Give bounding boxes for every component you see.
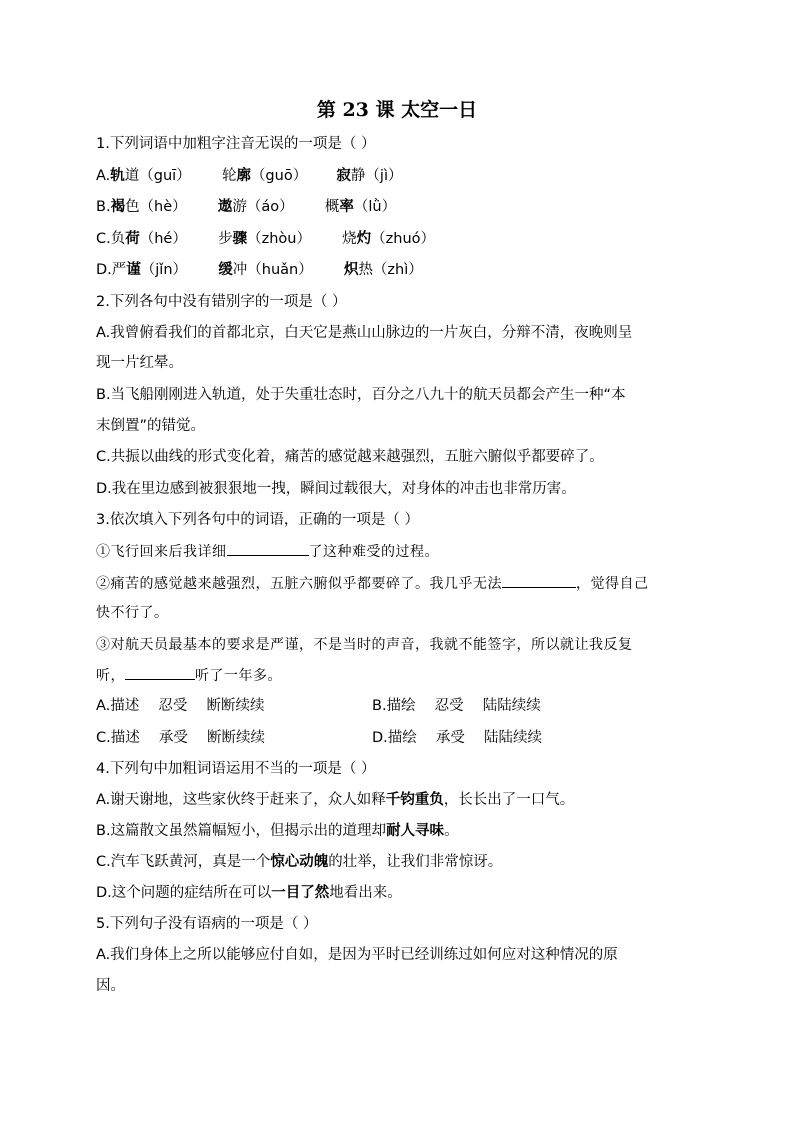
q1-b-w2-bold: 遨 (217, 199, 233, 215)
q3-option-b: B.描绘 忍受 陆陆续续 (372, 698, 541, 714)
q2-stem: 2.下列各句中没有错别字的一项是（ ） (96, 294, 347, 310)
q4-a-pre: A.谢天谢地，这些家伙终于赶来了，众人如释 (96, 792, 386, 808)
q4-option-d (96, 883, 402, 903)
q1-c-w1-pre: 负 (110, 231, 126, 247)
q1-a-w3-bold: 寂 (336, 168, 351, 184)
q1-d-w3-bold: 炽 (343, 262, 359, 278)
q3-s1-post: 了这种难受的过程。 (308, 544, 439, 560)
q1-c-w1-bold: 荷 (125, 231, 140, 247)
q2-option-a-line1: A.我曾俯看我们的首都北京，白天它是燕山山脉边的一片灰白，分辩不清，夜晚则呈 (96, 325, 633, 341)
q3-s1-blank (227, 541, 309, 556)
q1-a-w2-pre: 轮 (221, 168, 237, 184)
q1-a-w3-rest: 静（jì） (350, 168, 403, 184)
q1-a-w1-rest: 道（guī） (124, 168, 191, 184)
q4-c-bold: 惊心动魄 (270, 854, 329, 870)
q1-a-w2-rest: （guō） (250, 168, 308, 184)
q3-s2-blank (502, 573, 576, 588)
q4-option-c (96, 852, 502, 872)
q1-d-w2-bold: 缓 (218, 262, 233, 278)
q1-option-d (96, 260, 423, 280)
q3-s3-blank (125, 665, 195, 680)
q1-stem: 1.下列词语中加粗字注音无误的一项是（ ） (96, 136, 376, 152)
q1-a-w1-bold: 轨 (110, 168, 125, 184)
q5-option-a-line1: A.我们身体上之所以能够应付自如，是因为平时已经训练过如何应对这种情况的原 (96, 947, 618, 963)
q3-s1-pre: ①飞行回来后我详细 (96, 544, 227, 560)
q1-a-w2-bold: 廓 (236, 168, 251, 184)
q1-c-w2-pre: 步 (218, 231, 233, 247)
q3-stem: 3.依次填入下列各句中的词语，正确的一项是（ ） (96, 512, 419, 528)
q1-c-w1-rest: （hé） (139, 231, 187, 247)
q3-option-d: D.描绘 承受 陆陆续续 (372, 730, 542, 746)
q4-b-post: 。 (444, 823, 459, 839)
q1-b-w1-bold: 褐 (110, 199, 126, 215)
q1-option-c (96, 229, 435, 249)
q1-option-a (96, 166, 402, 186)
q1-d-w1-pre: 严 (111, 262, 127, 278)
q1-c-w3-bold: 灼 (356, 231, 372, 247)
q3-sentence-1 (96, 541, 439, 562)
q3-option-a: A.描述 忍受 断断续续 (96, 698, 265, 714)
q3-s2-pre: ②痛苦的感觉越来越强烈，五脏六腑似乎都要碎了。我几乎无法 (96, 576, 502, 592)
q1-b-w3-bold: 率 (339, 199, 354, 215)
q4-d-pre: D.这个问题的症结所在可以 (96, 885, 272, 901)
q4-b-bold: 耐人寻味 (386, 823, 445, 839)
q1-a-label: A. (96, 168, 111, 184)
q2-option-d: D.我在里边感到被狠狠地一拽，瞬间过载很大，对身体的冲击也非常历害。 (96, 481, 576, 497)
q3-s3-pre: 听， (96, 668, 125, 684)
q4-option-a (96, 790, 574, 810)
q3-s3-post: 听了一年多。 (195, 668, 282, 684)
q3-s2-post: ，觉得自己 (576, 576, 649, 592)
q3-sentence-3-line2 (96, 665, 282, 686)
q1-b-w3-pre: 概 (324, 199, 340, 215)
q2-option-b-line1: B.当飞船刚刚进入轨道，处于失重壮态时，百分之八九十的航天员都会产生一种“本 (96, 387, 626, 403)
q5-stem: 5.下列句子没有语病的一项是（ ） (96, 916, 318, 932)
q2-option-c: C.共振以曲线的形式变化着，痛苦的感觉越来越强烈，五脏六腑似乎都要碎了。 (96, 449, 604, 465)
q1-c-w2-bold: 骤 (232, 231, 248, 247)
q3-sentence-2-line2: 快不行了。 (96, 605, 169, 621)
q1-b-w2-rest: 游（áo） (232, 199, 294, 215)
q1-option-b (96, 197, 396, 217)
q1-b-w3-rest: （lǜ） (353, 199, 397, 215)
q4-option-b (96, 821, 459, 841)
q1-d-w1-rest: （jǐn） (140, 262, 188, 278)
q4-stem: 4.下列句中加粗词语运用不当的一项是（ ） (96, 761, 376, 777)
q1-b-w1-rest: 色（hè） (125, 199, 187, 215)
q3-option-c: C.描述 承受 断断续续 (96, 730, 265, 746)
q4-a-bold: 千钧重负 (385, 792, 444, 808)
q1-d-w3-rest: 热（zhì） (358, 262, 423, 278)
q4-b-pre: B.这篇散文虽然篇幅短小，但揭示出的道理却 (96, 823, 387, 839)
page-title: 第 23 课 太空一日 (316, 99, 478, 121)
q4-d-bold: 一目了然 (271, 885, 330, 901)
q4-c-post: 的壮举，让我们非常惊讶。 (328, 854, 503, 870)
q2-option-b-line2: 末倒置”的错觉。 (96, 418, 206, 434)
q3-sentence-2 (96, 573, 649, 594)
q1-c-w3-rest: （zhuó） (371, 231, 436, 247)
q3-sentence-3: ③对航天员最基本的要求是严谨，不是当时的声音，我就不能签字，所以就让我反复 (96, 637, 633, 653)
q1-d-label: D. (96, 262, 112, 278)
q1-d-w2-rest: 冲（huǎn） (232, 262, 313, 278)
q1-c-w3-pre: 烧 (342, 231, 357, 247)
q4-d-post: 地看出来。 (329, 885, 402, 901)
q4-a-post: ，长长出了一口气。 (443, 792, 575, 808)
q1-d-w1-bold: 谨 (126, 262, 141, 278)
q5-option-a-line2: 因。 (96, 978, 125, 994)
q1-c-w2-rest: （zhòu） (247, 231, 311, 247)
q1-c-label: C. (96, 231, 111, 247)
q1-b-label: B. (96, 199, 111, 215)
q4-c-pre: C.汽车飞跃黄河，真是一个 (96, 854, 271, 870)
q2-option-a-line2: 现一片红晕。 (96, 355, 183, 371)
